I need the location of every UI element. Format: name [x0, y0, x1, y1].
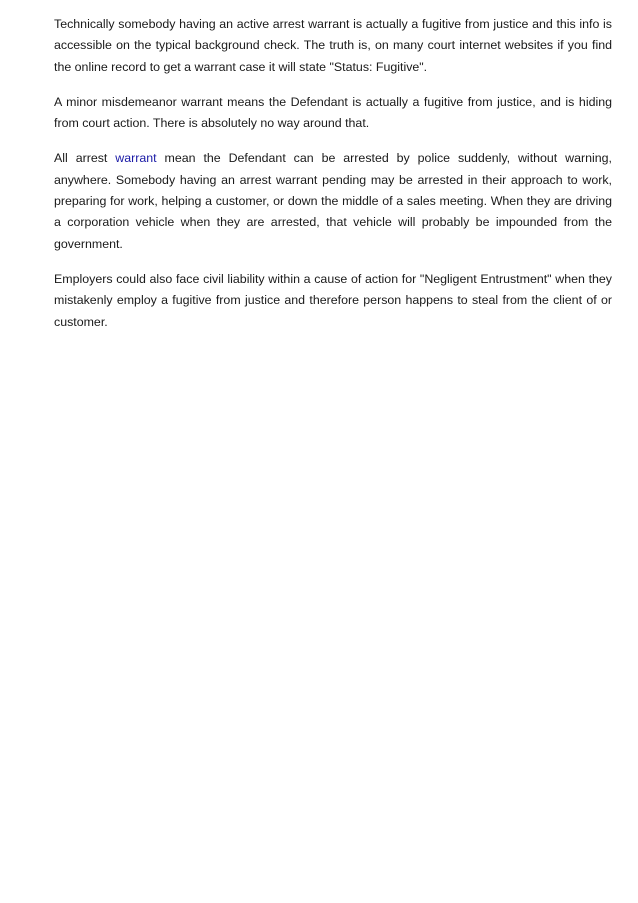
warrant-link[interactable]: warrant [115, 151, 157, 166]
paragraph-4: Employers could also face civil liability within a cause of action for "Negligent Entrustment" when they mistakenly employ a fugitive from justice and therefore person happens to steal from the client of or customer. [54, 271, 612, 329]
paragraph-3-lead: All arrest [54, 151, 116, 166]
paragraph-1: Technically somebody having an active arrest warrant is actually a fugitive from justice and this info is accessible on the typical background check. The truth is, on many court internet websites if you find the online record to get a warrant case it will state "Status: Fugitive". [54, 17, 612, 74]
paragraph-3-rest: mean the Defendant can be arrested by police suddenly, without warning, anywhere. Somebody having an arrest warrant pending may be arrested in their approach to work, preparing for work, helping a customer, or down the middle of a sales meeting. When they are driving a corporation vehicle when they are arrested, that vehicle will probably be impounded from the government. [54, 151, 613, 251]
document-body [54, 14, 612, 347]
paragraph-3 [54, 148, 612, 254]
paragraph-2: A minor misdemeanor warrant means the Defendant is actually a fugitive from justice, and is hiding from court action. There is absolutely no way around that. [54, 94, 612, 131]
